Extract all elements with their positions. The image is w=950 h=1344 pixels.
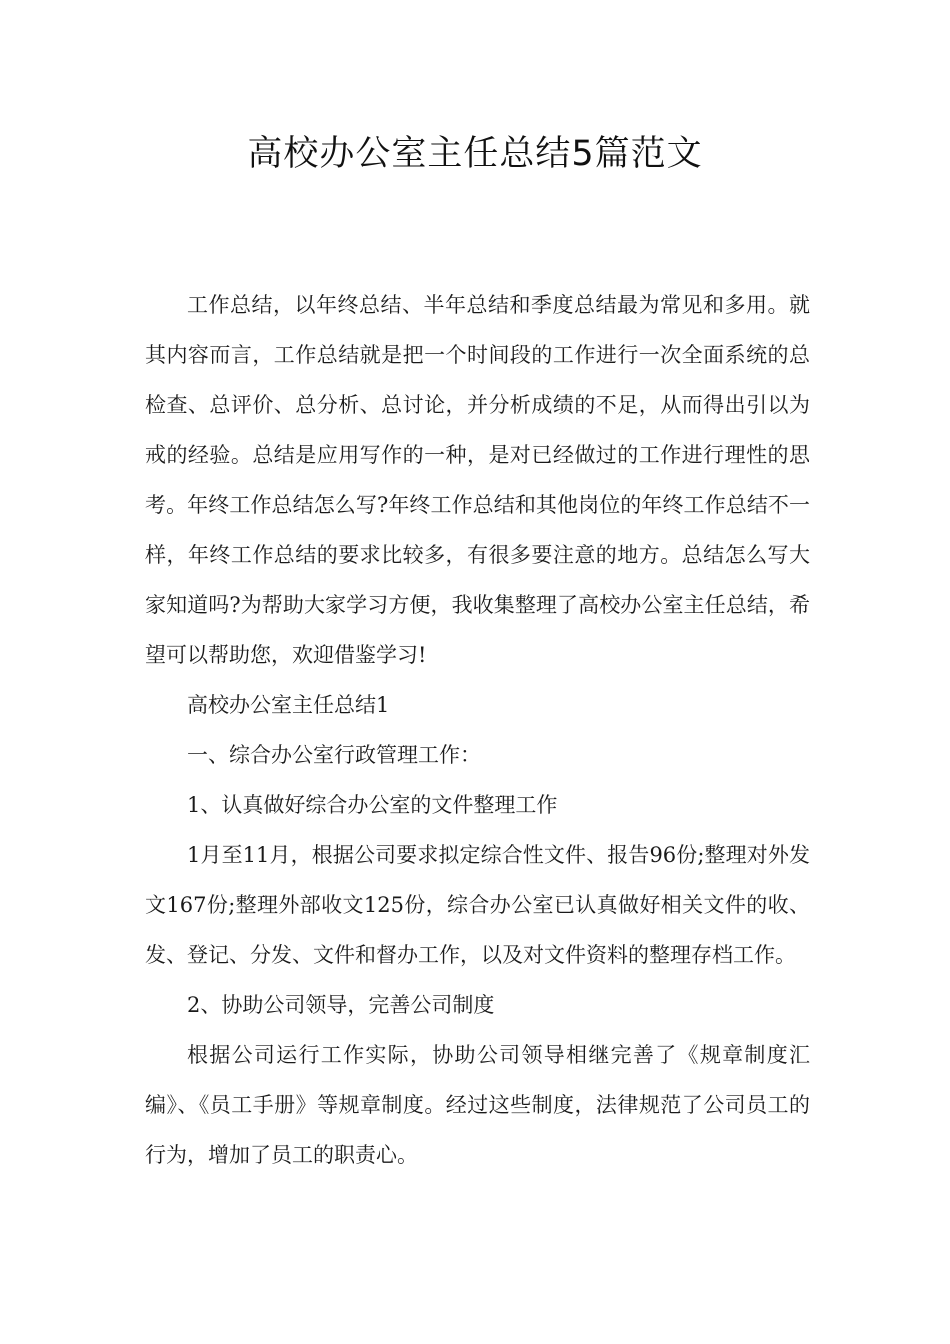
document-title: 高校办公室主任总结5篇范文 (247, 134, 703, 174)
subheading-assist-leadership: 2、协助公司领导，完善公司制度 (187, 993, 495, 1017)
subheading-file-organization: 1、认真做好综合办公室的文件整理工作 (187, 793, 558, 817)
paragraph-regulations: 根据公司运行工作实际，协助公司领导相继完善了《规章制度汇编》、《员工手册》等规章制度。经过这些制度，法律规范了公司员工的行为，增加了员工的职责心。 (145, 1043, 810, 1167)
document-body (145, 280, 810, 1180)
section-heading-summary-1: 高校办公室主任总结1 (187, 693, 390, 717)
section-heading-admin-work: 一、综合办公室行政管理工作： (187, 743, 481, 767)
intro-paragraph: 工作总结，以年终总结、半年总结和季度总结最为常见和多用。就其内容而言，工作总结就是把一个时间段的工作进行一次全面系统的总检查、总评价、总分析、总讨论，并分析成绩的不足，从而得出引以为戒的经验。总结是应用写作的一种，是对已经做过的工作进行理性的思考。年终工作总结怎么写?年终工作总结和其他岗位的年终工作总结不一样，年终工作总结的要求比较多，有很多要注意的地方。总结怎么写大家知道吗?为帮助大家学习方便，我收集整理了高校办公室主任总结，希望可以帮助您，欢迎借鉴学习! (145, 293, 810, 667)
paragraph-file-statistics: 1月至11月，根据公司要求拟定综合性文件、报告96份;整理对外发文167份;整理外部收文125份，综合办公室已认真做好相关文件的收、发、登记、分发、文件和督办工作，以及对文件资料的整理存档工作。 (145, 843, 810, 967)
